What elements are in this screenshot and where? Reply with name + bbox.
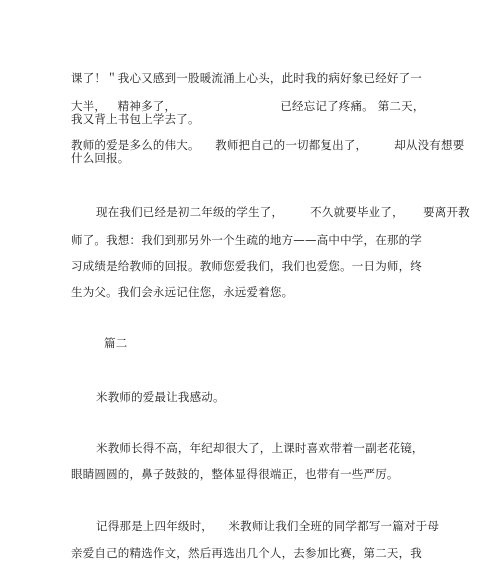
text-line: 米教师的爱最让我感动。: [96, 390, 225, 404]
text-line: 现在我们已经是初二年级的学生了， 不久就要毕业了， 要离开教: [96, 205, 470, 219]
text-line: 我又背上书包上学去了。: [71, 112, 200, 126]
text-line: 生为父。我们会永远记住您，永远爱着您。: [71, 285, 294, 299]
text-line: 习成绩是给教师的回报。教师您爱我们，我们也爱您。一日为师，终: [71, 259, 422, 273]
text-line: 师了。我想：我们到那另外一个生疏的地方——高中中学，在那的学: [71, 233, 422, 247]
section-heading: 篇二: [104, 336, 128, 350]
text-line: 记得那是上四年级时， 米教师让我们全班的同学都写一篇对于母: [96, 519, 440, 533]
text-line: 教师的爱是多么的伟大。 教师把自己的一切都复出了， 却从没有想要: [71, 138, 465, 152]
text-line: 眼睛圆圆的，鼻子鼓鼓的，整体显得很端正，也带有一些严厉。: [71, 467, 399, 481]
text-line: 亲爱自己的精选作文，然后再选出几个人，去参加比赛，第二天，我: [71, 546, 422, 560]
text-line: 什么回报。: [71, 151, 130, 165]
text-line: 米教师长得不高，年纪却很大了，上课时喜欢带着一副老花镜，: [96, 441, 424, 455]
text-line: 大半， 精神多了， 已经忘记了疼痛。 第二天，: [71, 99, 425, 113]
text-line: 课了！＂我心又感到一股暖流涌上心头，此时我的病好象已经好了一: [71, 71, 422, 85]
